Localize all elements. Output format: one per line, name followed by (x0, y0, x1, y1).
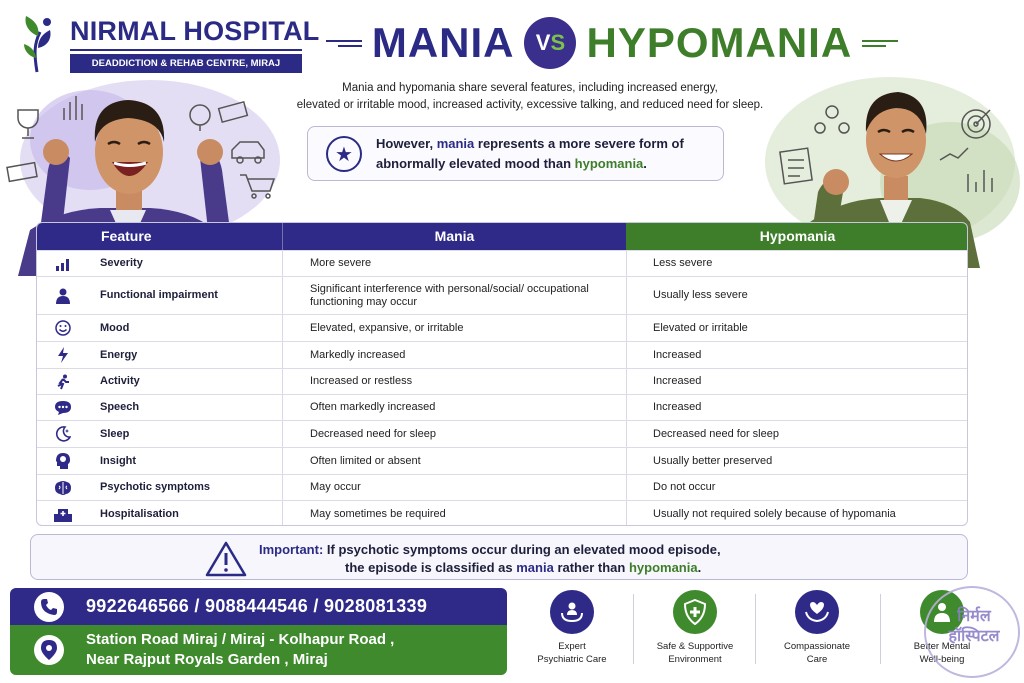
feature-label-2: Environment (668, 654, 722, 665)
hypomania-value: Usually better preserved (653, 454, 773, 467)
hypomania-value: Elevated or irritable (653, 321, 748, 334)
care-hands-icon (550, 590, 594, 634)
footer-divider (880, 594, 881, 664)
shield-plus-icon (673, 590, 717, 634)
callout-part3: abnormally elevated mood than (376, 155, 575, 171)
important-mania: mania (516, 560, 554, 575)
callout-text (376, 134, 684, 174)
intro-line-1: Mania and hypomania share several features, including increased energy, (342, 82, 718, 94)
feature-label-2: Well-being (919, 654, 965, 665)
mania-value: Increased or restless (310, 375, 413, 387)
mania-value: Significant interference with personal/social/ occupational functioning may occur (310, 282, 589, 308)
running-icon (47, 369, 79, 394)
brain-icon (47, 475, 79, 500)
mania-value: Elevated, expansive, or irritable (310, 321, 464, 334)
hypomania-value: Usually not required solely because of hypomania (653, 507, 896, 520)
header-divider (70, 49, 302, 51)
table-row (37, 420, 968, 447)
table-row (37, 314, 968, 341)
callout-part1: However, (376, 135, 437, 151)
title-mania: MANIA (371, 19, 515, 66)
severity-callout (307, 126, 724, 181)
location-pin-icon (34, 635, 64, 665)
mania-value: May sometimes be required (310, 507, 446, 520)
smiley-icon (47, 315, 79, 341)
hospital-name: NIRMAL HOSPITAL (70, 16, 320, 46)
table-row (37, 474, 968, 500)
address-bar (10, 625, 507, 675)
feature-expert-care (512, 588, 632, 672)
important-text-2: the episode is classified as (345, 560, 517, 575)
header-hypomania: Hypomania (626, 223, 968, 250)
mania-value: More severe (310, 257, 372, 269)
feature-label: Hospitalisation (100, 507, 179, 520)
feature-label-2: Psychiatric Care (537, 654, 607, 665)
speech-bubble-icon (47, 395, 79, 420)
phone-bar (10, 588, 507, 625)
heart-hands-icon (795, 590, 839, 634)
phone-icon (34, 592, 64, 622)
footer-divider (633, 594, 634, 664)
title-decoration-left (326, 40, 362, 47)
address-text (86, 630, 394, 670)
hospital-logo-icon (20, 14, 54, 74)
important-label: Important: (259, 542, 324, 557)
table-row (37, 276, 968, 314)
hypomania-value: Usually less severe (653, 289, 748, 301)
mania-value: Markedly increased (310, 348, 406, 361)
feature-label-1: Compassionate (783, 641, 850, 652)
title-decoration-right (862, 40, 898, 47)
mania-value: Often markedly increased (310, 401, 436, 413)
table-row (37, 368, 968, 394)
comparison-table (36, 222, 968, 526)
feature-label: Functional impairment (100, 289, 218, 301)
intro-line-2: elevated or irritable mood, increased activity, excessive talking, and reduced need for sleep. (296, 99, 764, 111)
footer-divider (755, 594, 756, 664)
moon-icon (47, 421, 79, 447)
star-icon: ★ (326, 136, 362, 172)
hospital-watermark-logo (924, 586, 1020, 678)
feature-label: Activity (100, 375, 140, 387)
important-hypomania: hypomania (628, 560, 698, 575)
feature-label-2: Care (806, 654, 828, 665)
feature-label: Insight (100, 454, 137, 467)
feature-label-1: Safe & Supportive (656, 641, 734, 652)
hypomania-value: Increased (653, 375, 702, 387)
important-text-3: rather than (553, 560, 629, 575)
table-row (37, 447, 968, 474)
feature-label-1: Better Mental (913, 641, 971, 652)
watermark-text (926, 606, 1022, 646)
page-title (320, 14, 904, 72)
lightning-icon (47, 342, 79, 368)
feature-label: Energy (100, 348, 138, 361)
important-text (259, 541, 799, 577)
feature-compassionate-care (757, 588, 877, 672)
callout-part4: . (643, 155, 647, 171)
address-line-2: Near Rajput Royals Garden , Miraj (86, 651, 328, 668)
feature-label: Mood (100, 321, 130, 334)
title-hypomania: HYPOMANIA (586, 19, 853, 66)
important-note (30, 534, 968, 580)
table-row (37, 394, 968, 420)
warning-icon (205, 541, 247, 577)
table-row (37, 500, 968, 526)
feature-label: Severity (100, 257, 143, 269)
intro-text (270, 80, 790, 114)
head-brain-icon (47, 448, 79, 474)
feature-label: Psychotic symptoms (100, 481, 211, 493)
table-row (37, 250, 968, 276)
watermark-line-2: हॉस्पिटल (948, 626, 1000, 645)
vs-letter-s: S (550, 30, 566, 55)
hypomania-value: Increased (653, 348, 702, 361)
feature-label: Speech (100, 401, 140, 413)
important-text-1: If psychotic symptoms occur during an elevated mood episode, (323, 542, 721, 557)
hypomania-value: Do not occur (653, 481, 716, 493)
mania-value: May occur (310, 481, 361, 493)
watermark-line-1: निर्मल (957, 606, 991, 625)
header-feature: Feature (37, 223, 282, 250)
callout-hypomania: hypomania (574, 155, 644, 171)
callout-part2: represents a more severe form of (474, 135, 684, 151)
important-text-4: . (697, 560, 702, 575)
phone-numbers[interactable]: 9922646566 / 9088444546 / 9028081339 (86, 596, 428, 616)
vs-badge (524, 17, 576, 69)
feature-safe-environment (635, 588, 755, 672)
hospital-icon (47, 501, 79, 526)
feature-label: Sleep (100, 427, 130, 440)
hospital-subtitle: DEADDICTION & REHAB CENTRE, MIRAJ (70, 54, 302, 73)
address-line-1: Station Road Miraj / Miraj - Kolhapur Road , (86, 631, 395, 648)
callout-mania: mania (436, 135, 475, 151)
hypomania-value: Increased (653, 401, 702, 413)
feature-label-1: Expert (558, 641, 586, 652)
person-icon (47, 277, 79, 314)
hypomania-value: Decreased need for sleep (653, 427, 779, 440)
vs-letter-v: V (535, 30, 551, 55)
bar-chart-icon (47, 251, 79, 276)
hypomania-value: Less severe (653, 257, 713, 269)
table-row (37, 341, 968, 368)
header-mania: Mania (282, 223, 626, 250)
mania-value: Decreased need for sleep (310, 427, 436, 440)
mania-value: Often limited or absent (310, 454, 421, 467)
